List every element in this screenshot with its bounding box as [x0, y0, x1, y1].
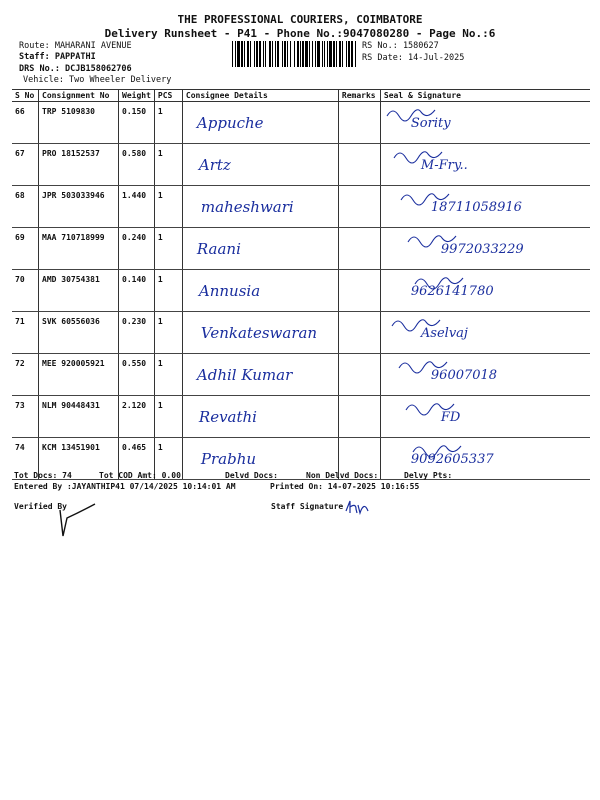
signature-handwriting: Sority: [410, 116, 451, 131]
row-weight: 1.440: [119, 186, 155, 228]
row-pcs: 1: [154, 228, 182, 270]
staff-signature: [344, 499, 374, 515]
row-consignee: [182, 228, 338, 270]
signature-scribble: [381, 396, 581, 436]
consignee-handwriting: Appuche: [196, 114, 264, 132]
row-consignee: [182, 354, 338, 396]
entered-by: Entered By :JAYANTHIP41 07/14/2025 10:14:01 AM: [14, 482, 236, 491]
row-pcs: 1: [154, 438, 182, 480]
row-remarks: [338, 102, 380, 144]
drs-number: DRS No.: DCJB158062706: [19, 64, 132, 74]
row-consignee: [182, 144, 338, 186]
consignee-handwriting: Raani: [196, 240, 241, 258]
verifier-signature: [55, 500, 105, 540]
delivery-points: Delvy Pts:: [404, 471, 453, 480]
row-consignment: AMD 30754381: [39, 270, 119, 312]
row-pcs: 1: [154, 312, 182, 354]
row-sno: 69: [12, 228, 39, 270]
row-consignment: MEE 920005921: [39, 354, 119, 396]
route-label: Route: MAHARANI AVENUE: [19, 41, 132, 51]
staff-signature-label: Staff Signature: [271, 502, 344, 511]
row-remarks: [338, 228, 380, 270]
row-seal-signature: [380, 354, 590, 396]
row-seal-signature: [380, 396, 590, 438]
staff-label: Staff: PAPPATHI: [19, 52, 96, 62]
signature-scribble: [381, 102, 581, 142]
row-seal-signature: [380, 102, 590, 144]
signature-handwriting: 18711058916: [430, 200, 522, 215]
row-sno: 74: [12, 438, 39, 480]
row-consignee: [182, 102, 338, 144]
signature-handwriting: 9092605337: [410, 452, 494, 467]
table-header-row: [12, 90, 590, 102]
row-pcs: 1: [154, 144, 182, 186]
row-sno: 70: [12, 270, 39, 312]
col-remarks: Remarks: [338, 90, 380, 102]
table-row: [12, 312, 590, 354]
consignee-handwriting: Prabhu: [200, 450, 257, 468]
row-remarks: [338, 354, 380, 396]
row-weight: 0.230: [119, 312, 155, 354]
row-remarks: [338, 312, 380, 354]
row-sno: 73: [12, 396, 39, 438]
row-consignment: KCM 13451901: [39, 438, 119, 480]
row-remarks: [338, 396, 380, 438]
signature-handwriting: 9626141780: [410, 284, 494, 299]
row-pcs: 1: [154, 270, 182, 312]
signature-scribble: [381, 186, 581, 226]
row-weight: 0.465: [119, 438, 155, 480]
row-seal-signature: [380, 186, 590, 228]
col-consignee: Consignee Details: [182, 90, 338, 102]
signature-handwriting: Aselvaj: [420, 326, 468, 341]
row-sno: 67: [12, 144, 39, 186]
row-consignee: [182, 186, 338, 228]
row-weight: 0.550: [119, 354, 155, 396]
total-cod: Tot COD Amt: 0.00: [99, 471, 181, 480]
table-row: [12, 186, 590, 228]
col-seal: Seal & Signature: [380, 90, 590, 102]
col-pcs: PCS: [154, 90, 182, 102]
consignee-handwriting: Annusia: [198, 282, 261, 300]
signature-scribble: [381, 312, 581, 352]
col-weight: Weight: [119, 90, 155, 102]
row-weight: 0.580: [119, 144, 155, 186]
company-title: THE PROFESSIONAL COURIERS, COIMBATORE: [177, 13, 423, 26]
signature-scribble: [381, 354, 581, 394]
row-consignment: MAA 710718999: [39, 228, 119, 270]
row-remarks: [338, 144, 380, 186]
table-row: [12, 270, 590, 312]
signature-handwriting: 96007018: [430, 368, 498, 383]
col-sno: S No: [12, 90, 39, 102]
consignee-handwriting: Revathi: [198, 408, 257, 426]
row-seal-signature: [380, 312, 590, 354]
row-seal-signature: [380, 144, 590, 186]
printed-on: Printed On: 14-07-2025 10:16:55: [270, 482, 420, 491]
table-row: [12, 144, 590, 186]
delivered-docs: Delvd Docs:: [225, 471, 278, 480]
signature-handwriting: M-Fry..: [420, 158, 468, 173]
consignee-handwriting: Artz: [198, 156, 231, 174]
row-consignee: [182, 396, 338, 438]
signature-scribble: [381, 144, 581, 184]
consignee-handwriting: Venkateswaran: [200, 324, 318, 342]
vehicle-label: Vehicle: Two Wheeler Delivery: [23, 75, 172, 85]
row-remarks: [338, 186, 380, 228]
table-row: [12, 228, 590, 270]
row-consignment: JPR 503033946: [39, 186, 119, 228]
barcode-image: [232, 41, 357, 67]
row-consignment: SVK 60556036: [39, 312, 119, 354]
verified-by-label: Verified By: [14, 502, 67, 511]
col-consignment: Consignment No: [39, 90, 119, 102]
row-consignee: [182, 270, 338, 312]
row-pcs: 1: [154, 354, 182, 396]
consignee-handwriting: Adhil Kumar: [196, 366, 293, 384]
row-consignment: NLM 90448431: [39, 396, 119, 438]
signature-handwriting: FD: [440, 410, 461, 425]
row-weight: 0.150: [119, 102, 155, 144]
consignee-handwriting: maheshwari: [200, 198, 294, 216]
row-remarks: [338, 270, 380, 312]
row-pcs: 1: [154, 102, 182, 144]
row-weight: 2.120: [119, 396, 155, 438]
signature-handwriting: 9972033229: [440, 242, 524, 257]
non-delivered-docs: Non Delvd Docs:: [306, 471, 379, 480]
row-sno: 66: [12, 102, 39, 144]
row-weight: 0.140: [119, 270, 155, 312]
signature-scribble: [381, 228, 581, 268]
row-sno: 72: [12, 354, 39, 396]
row-consignee: [182, 312, 338, 354]
row-pcs: 1: [154, 396, 182, 438]
row-consignment: PRO 18152537: [39, 144, 119, 186]
row-seal-signature: [380, 270, 590, 312]
row-sno: 71: [12, 312, 39, 354]
table-row: [12, 102, 590, 144]
table-row: [12, 354, 590, 396]
rs-number: RS No.: 1580627: [362, 41, 439, 51]
row-seal-signature: [380, 228, 590, 270]
total-docs: Tot Docs: 74: [14, 471, 72, 480]
signature-scribble: [381, 270, 581, 310]
row-sno: 68: [12, 186, 39, 228]
row-weight: 0.240: [119, 228, 155, 270]
table-row: [12, 396, 590, 438]
rs-date: RS Date: 14-Jul-2025: [362, 53, 465, 63]
row-consignment: TRP 5109830: [39, 102, 119, 144]
runsheet-subtitle: Delivery Runsheet - P41 - Phone No.:9047080280 - Page No.:6: [104, 27, 496, 40]
runsheet-table: [12, 89, 590, 480]
row-pcs: 1: [154, 186, 182, 228]
